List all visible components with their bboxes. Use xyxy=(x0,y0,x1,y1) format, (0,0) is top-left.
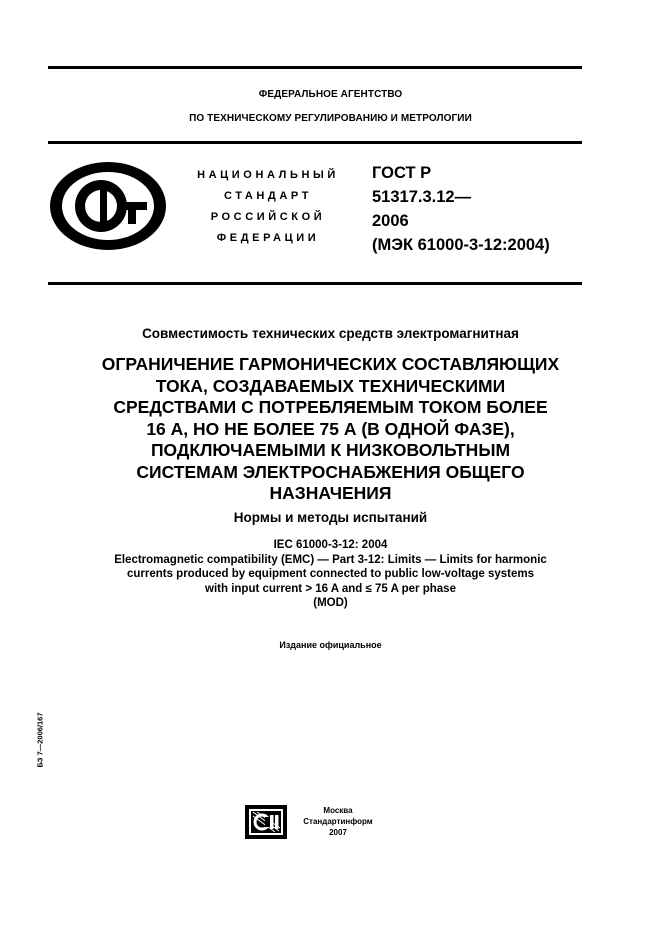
title-line-4: 16 А, НО НЕ БОЛЕЕ 75 А (В ОДНОЙ ФАЗЕ), xyxy=(146,418,515,439)
header-rule xyxy=(48,141,582,144)
document-subtitle: Совместимость технических средств электромагнитная xyxy=(142,326,519,341)
top-rule xyxy=(48,66,582,69)
iec-line-4: with input current > 16 A and ≤ 75 A per phase xyxy=(205,582,456,595)
national-standard-line-3: РОССИЙСКОЙ xyxy=(210,211,326,223)
publisher-year: 2007 xyxy=(329,828,347,837)
designation-year: 2006 xyxy=(372,212,409,230)
national-standard-line-1: НАЦИОНАЛЬНЫЙ xyxy=(197,169,339,181)
margin-code-text: БЗ 7—2006/167 xyxy=(35,712,45,768)
standard-designation xyxy=(372,161,550,257)
publisher-city: Москва xyxy=(323,806,353,815)
title-line-1: ОГРАНИЧЕНИЕ ГАРМОНИЧЕСКИХ СОСТАВЛЯЮЩИХ xyxy=(101,354,560,374)
iec-line-5: (MOD) xyxy=(313,597,348,610)
edition-label: Издание официальное xyxy=(279,640,382,650)
designation-iec-ref: (МЭК 61000-3-12:2004) xyxy=(372,236,550,254)
margin-code xyxy=(34,695,46,785)
designation-prefix: ГОСТ Р xyxy=(372,164,432,182)
national-standard-label xyxy=(174,165,362,249)
title-line-5: ПОДКЛЮЧАЕМЫМИ К НИЗКОВОЛЬТНЫМ xyxy=(150,440,511,460)
standartinform-logo-icon xyxy=(245,805,287,844)
norms-subtitle: Нормы и методы испытаний xyxy=(233,510,428,525)
iec-line-2: Electromagnetic compatibility (EMC) — Part 3-12: Limits — Limits for harmonic xyxy=(114,553,547,566)
title-line-2: ТОКА, СОЗДАВАЕМЫХ ТЕХНИЧЕСКИМИ xyxy=(155,375,506,396)
iec-line-1: IEC 61000-3-12: 2004 xyxy=(273,539,388,551)
title-line-3: СРЕДСТВАМИ С ПОТРЕБЛЯЕМЫМ ТОКОМ БОЛЕЕ xyxy=(113,397,548,417)
agency-line-2: ПО ТЕХНИЧЕСКОМУ РЕГУЛИРОВАНИЮ И МЕТРОЛОГИИ xyxy=(189,113,472,124)
document-title xyxy=(0,354,661,505)
body-rule xyxy=(48,282,582,285)
national-standard-line-4: ФЕДЕРАЦИИ xyxy=(216,232,320,244)
publisher-info xyxy=(290,805,386,838)
title-line-7: НАЗНАЧЕНИЯ xyxy=(269,483,392,503)
rst-gost-logo-icon xyxy=(48,160,168,257)
iec-line-3: currents produced by equipment connected to public low-voltage systems xyxy=(126,568,535,581)
designation-number: 51317.3.12— xyxy=(372,188,472,206)
title-line-6: СИСТЕМАМ ЭЛЕКТРОСНАБЖЕНИЯ ОБЩЕГО xyxy=(136,461,525,482)
national-standard-line-2: СТАНДАРТ xyxy=(223,190,313,202)
publisher-name: Стандартинформ xyxy=(303,817,373,826)
agency-header xyxy=(0,85,661,128)
agency-line-1: ФЕДЕРАЛЬНОЕ АГЕНТСТВО xyxy=(258,89,403,100)
iec-reference xyxy=(0,538,661,611)
